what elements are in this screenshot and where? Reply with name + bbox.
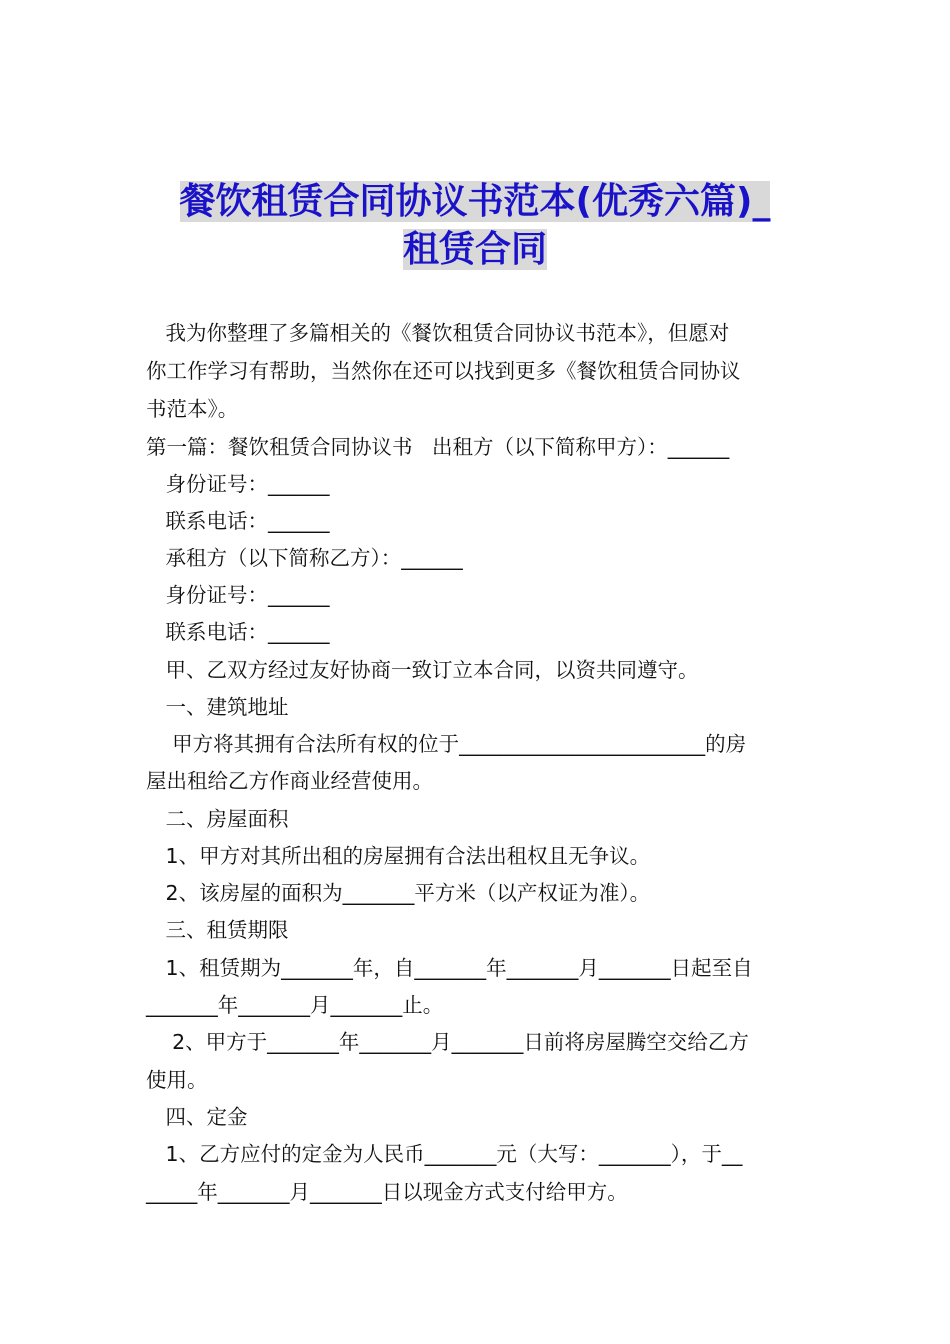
paragraph-line: 1、租赁期为_______年，自_______年_______月_______日起至自	[146, 956, 753, 980]
paragraph-line: 承租方（以下简称乙方）：______	[146, 546, 463, 570]
paragraph-line: 书范本》。	[146, 397, 239, 421]
paragraph-line: 使用。	[146, 1068, 208, 1092]
paragraph-line: 身份证号：______	[146, 583, 330, 607]
paragraph-line: 联系电话：______	[146, 509, 330, 533]
document-title-line-2	[140, 226, 810, 274]
paragraph-line: 屋出租给乙方作商业经营使用。	[146, 769, 433, 793]
paragraph-line: 你工作学习有帮助，当然你在还可以找到更多《餐饮租赁合同协议	[146, 359, 741, 383]
title-text-2: 租赁合同	[402, 229, 547, 270]
section-heading: 三、租赁期限	[146, 918, 289, 942]
paragraph-line: 联系电话：______	[146, 620, 330, 644]
paragraph-line: 2、甲方于_______年_______月_______日前将房屋腾空交给乙方	[146, 1030, 749, 1054]
paragraph-line: 甲、乙双方经过友好协商一致订立本合同，以资共同遵守。	[146, 658, 699, 682]
section-heading: 二、房屋面积	[146, 807, 289, 831]
paragraph-line: _______年_______月_______止。	[146, 993, 444, 1017]
section-heading: 四、定金	[146, 1105, 248, 1129]
paragraph-line: _____年_______月_______日以现金方式支付给甲方。	[146, 1180, 628, 1204]
paragraph-line: 2、该房屋的面积为_______平方米（以产权证为准）。	[146, 881, 651, 905]
title-text-1: 餐饮租赁合同协议书范本(优秀六篇)_	[179, 181, 771, 222]
paragraph-line: 甲方将其拥有合法所有权的位于________________________的房	[146, 732, 747, 756]
paragraph-line: 1、甲方对其所出租的房屋拥有合法出租权且无争议。	[146, 844, 651, 868]
document-title-line-1	[140, 178, 810, 226]
paragraph-line: 第一篇：餐饮租赁合同协议书 出租方（以下简称甲方）：______	[146, 435, 730, 459]
paragraph-line: 身份证号：______	[146, 472, 330, 496]
section-heading: 一、建筑地址	[146, 695, 289, 719]
paragraph-line: 我为你整理了多篇相关的《餐饮租赁合同协议书范本》，但愿对	[146, 321, 730, 345]
paragraph-line: 1、乙方应付的定金为人民币_______元（大写：_______），于__	[146, 1142, 743, 1166]
